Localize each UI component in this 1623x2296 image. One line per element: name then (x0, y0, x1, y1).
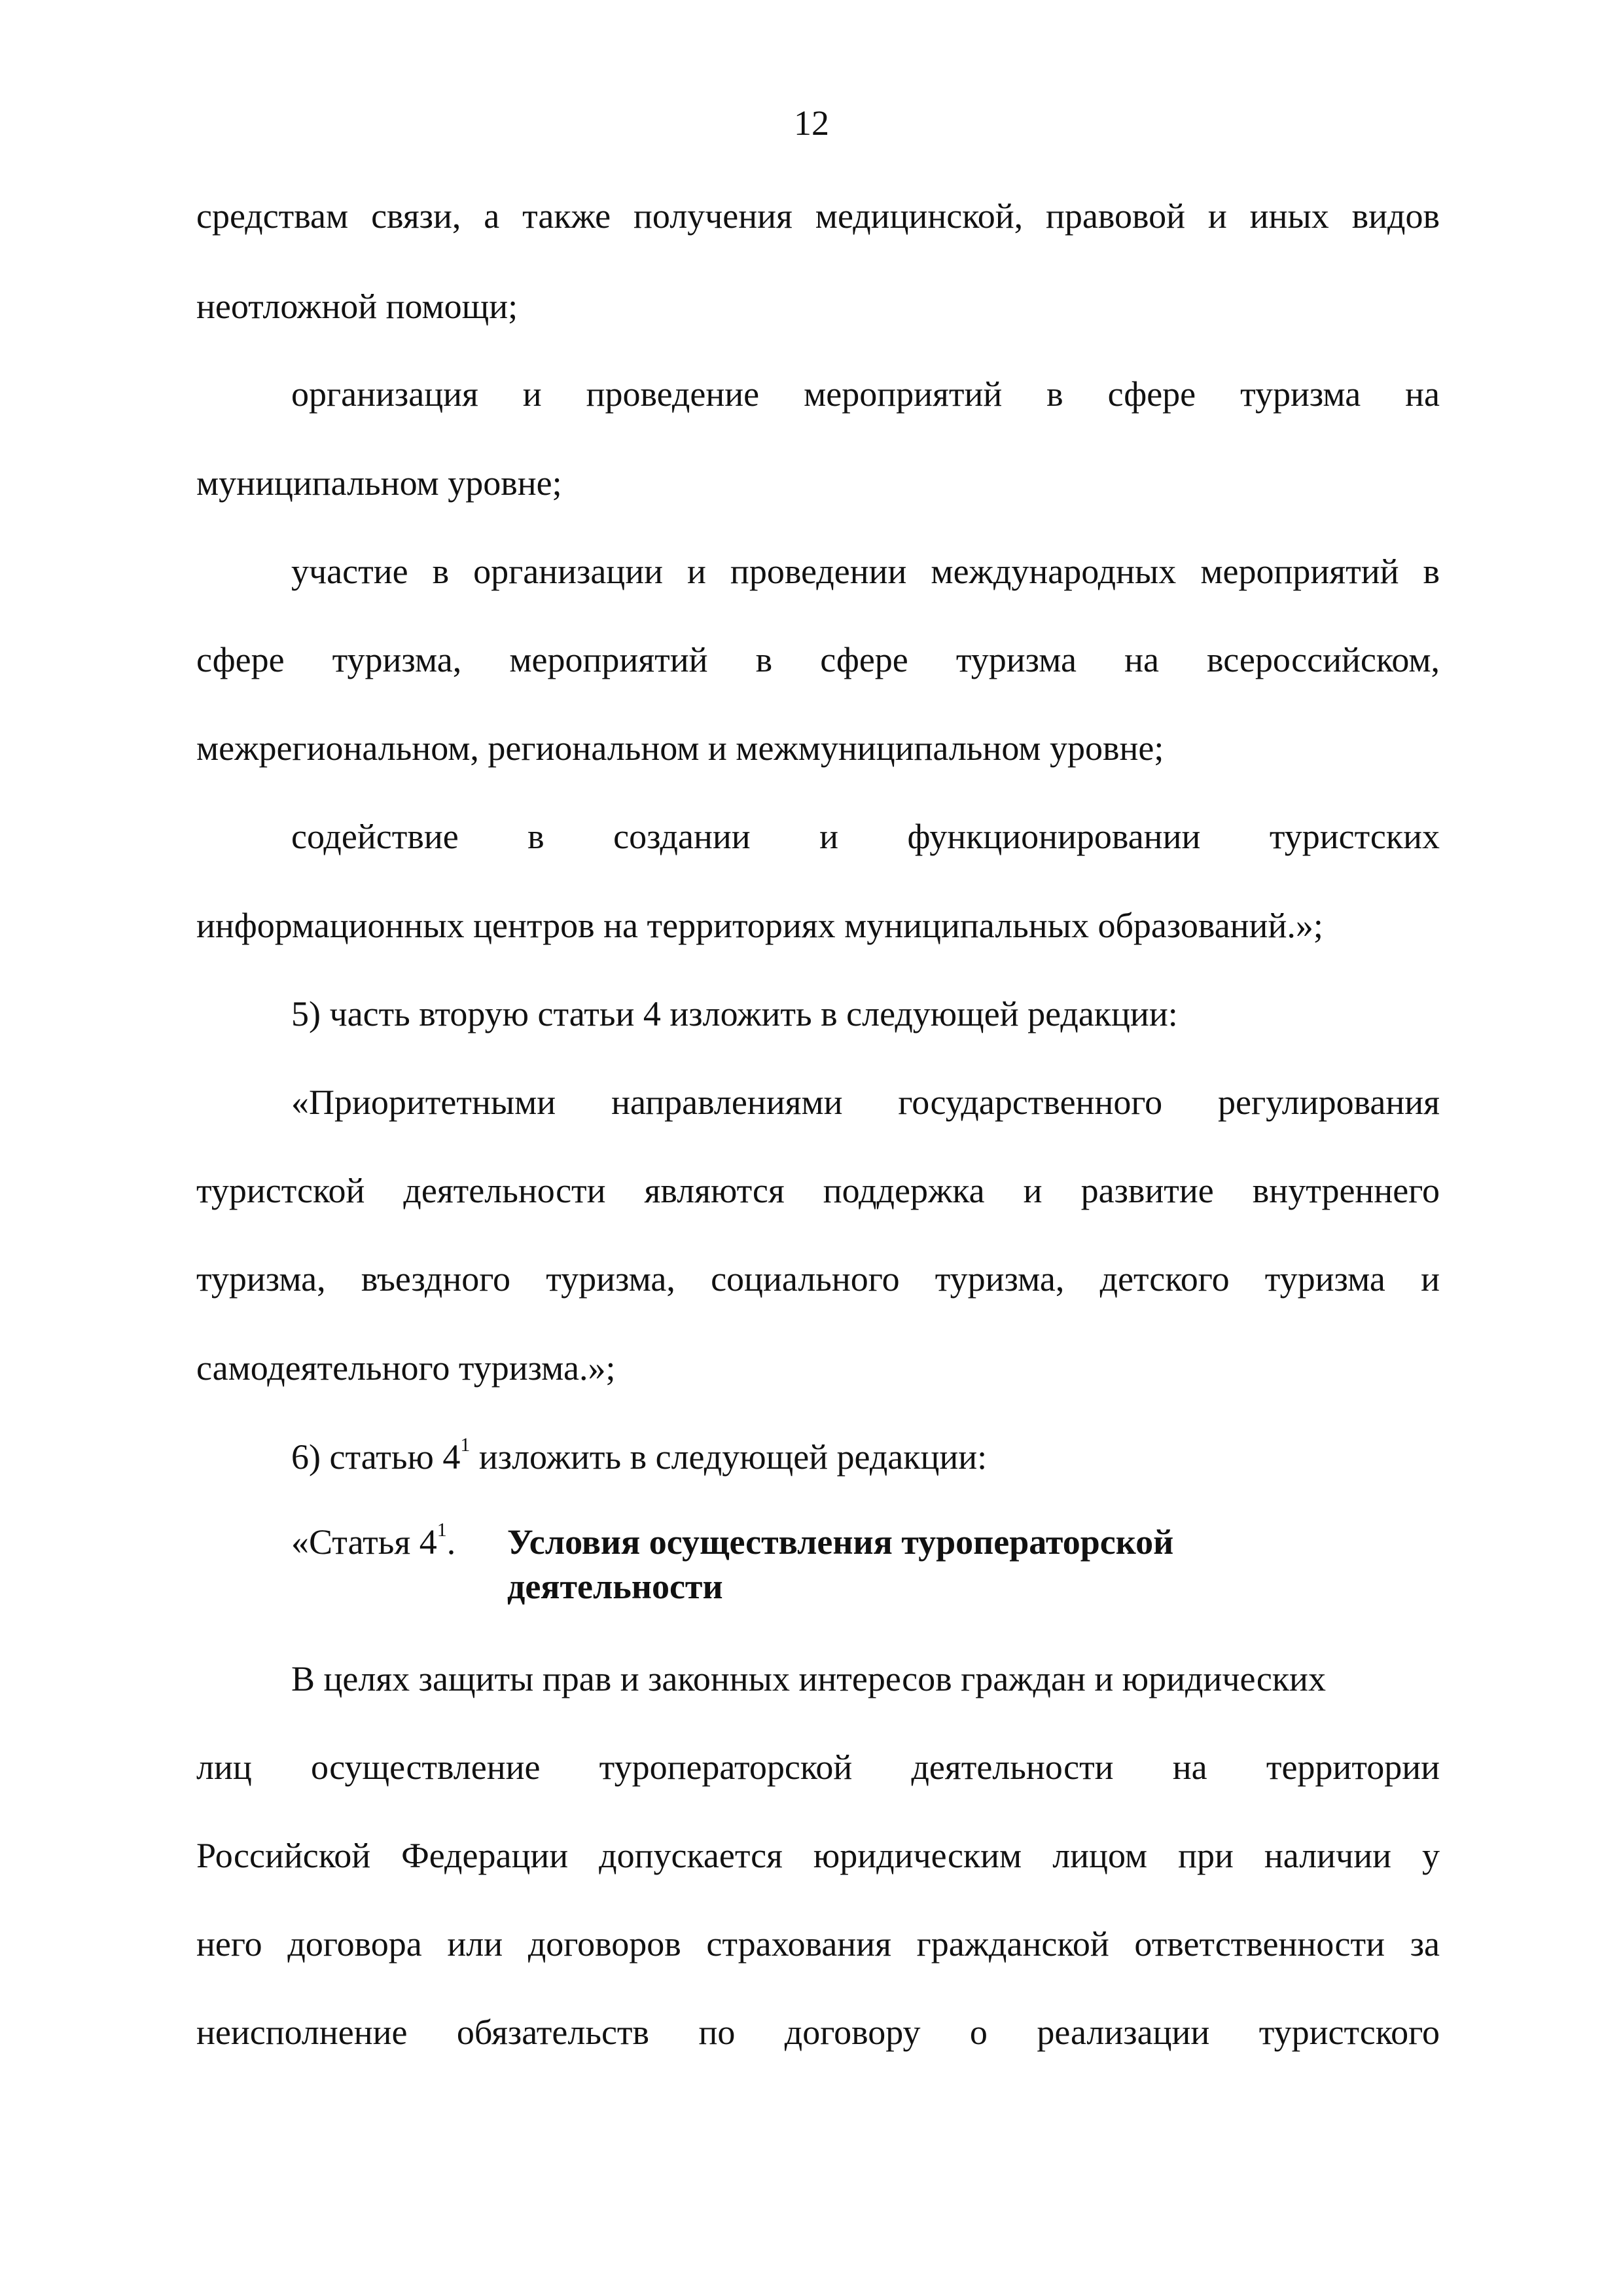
article-title: деятельности (507, 1567, 723, 1606)
text-line: участие в организации и проведении международных мероприятий в (291, 552, 1440, 591)
text-line: сфере туризма, мероприятий в сфере туризма на всероссийском, (196, 640, 1440, 679)
text-line: средствам связи, а также получения медицинской, правовой и иных видов (196, 196, 1440, 236)
text-line: лиц осуществление туроператорской деятельности на территории (196, 1748, 1440, 1787)
page-number: 12 (794, 103, 829, 143)
text-line: В целях защиты прав и законных интересов граждан и юридических (291, 1659, 1326, 1698)
text-line: межрегиональном, региональном и межмуниципальном уровне; (196, 728, 1164, 768)
item6-text-rest: изложить в следующей редакции: (470, 1437, 988, 1477)
text-line: 5) часть вторую статьи 4 изложить в следующей редакции: (291, 994, 1178, 1033)
amendment-item-6 (291, 1431, 1440, 1483)
text-line: него договора или договоров страхования гражданской ответственности за (196, 1924, 1440, 1964)
text-line: неисполнение обязательств по договору о реализации туристского (196, 2013, 1440, 2052)
text-line: неотложной помощи; (196, 287, 518, 326)
text-line: Российской Федерации допускается юридическим лицом при наличии у (196, 1836, 1440, 1875)
text-line: туризма, въездного туризма, социального туризма, детского туризма и (196, 1259, 1440, 1299)
text-line: самодеятельного туризма.»; (196, 1348, 616, 1388)
item6-superscript: 1 (460, 1434, 471, 1456)
article-title: Условия осуществления туроператорской (507, 1522, 1174, 1562)
text-line: содействие в создании и функционировании туристских (291, 817, 1440, 856)
text-line: туристской деятельности являются поддержка и развитие внутреннего (196, 1171, 1440, 1210)
text-line: «Приоритетными направлениями государственного регулирования (291, 1083, 1440, 1122)
item6-text: 6) статью 4 (291, 1437, 461, 1477)
article-label: «Статья $4^1$. (291, 1519, 456, 1562)
text-line: информационных центров на территориях муниципальных образований.»; (196, 906, 1323, 945)
text-line: муниципальном уровне; (196, 463, 562, 503)
text-line: организация и проведение мероприятий в сфере туризма на (291, 374, 1440, 414)
article-label-superscript: 1 (437, 1519, 447, 1541)
